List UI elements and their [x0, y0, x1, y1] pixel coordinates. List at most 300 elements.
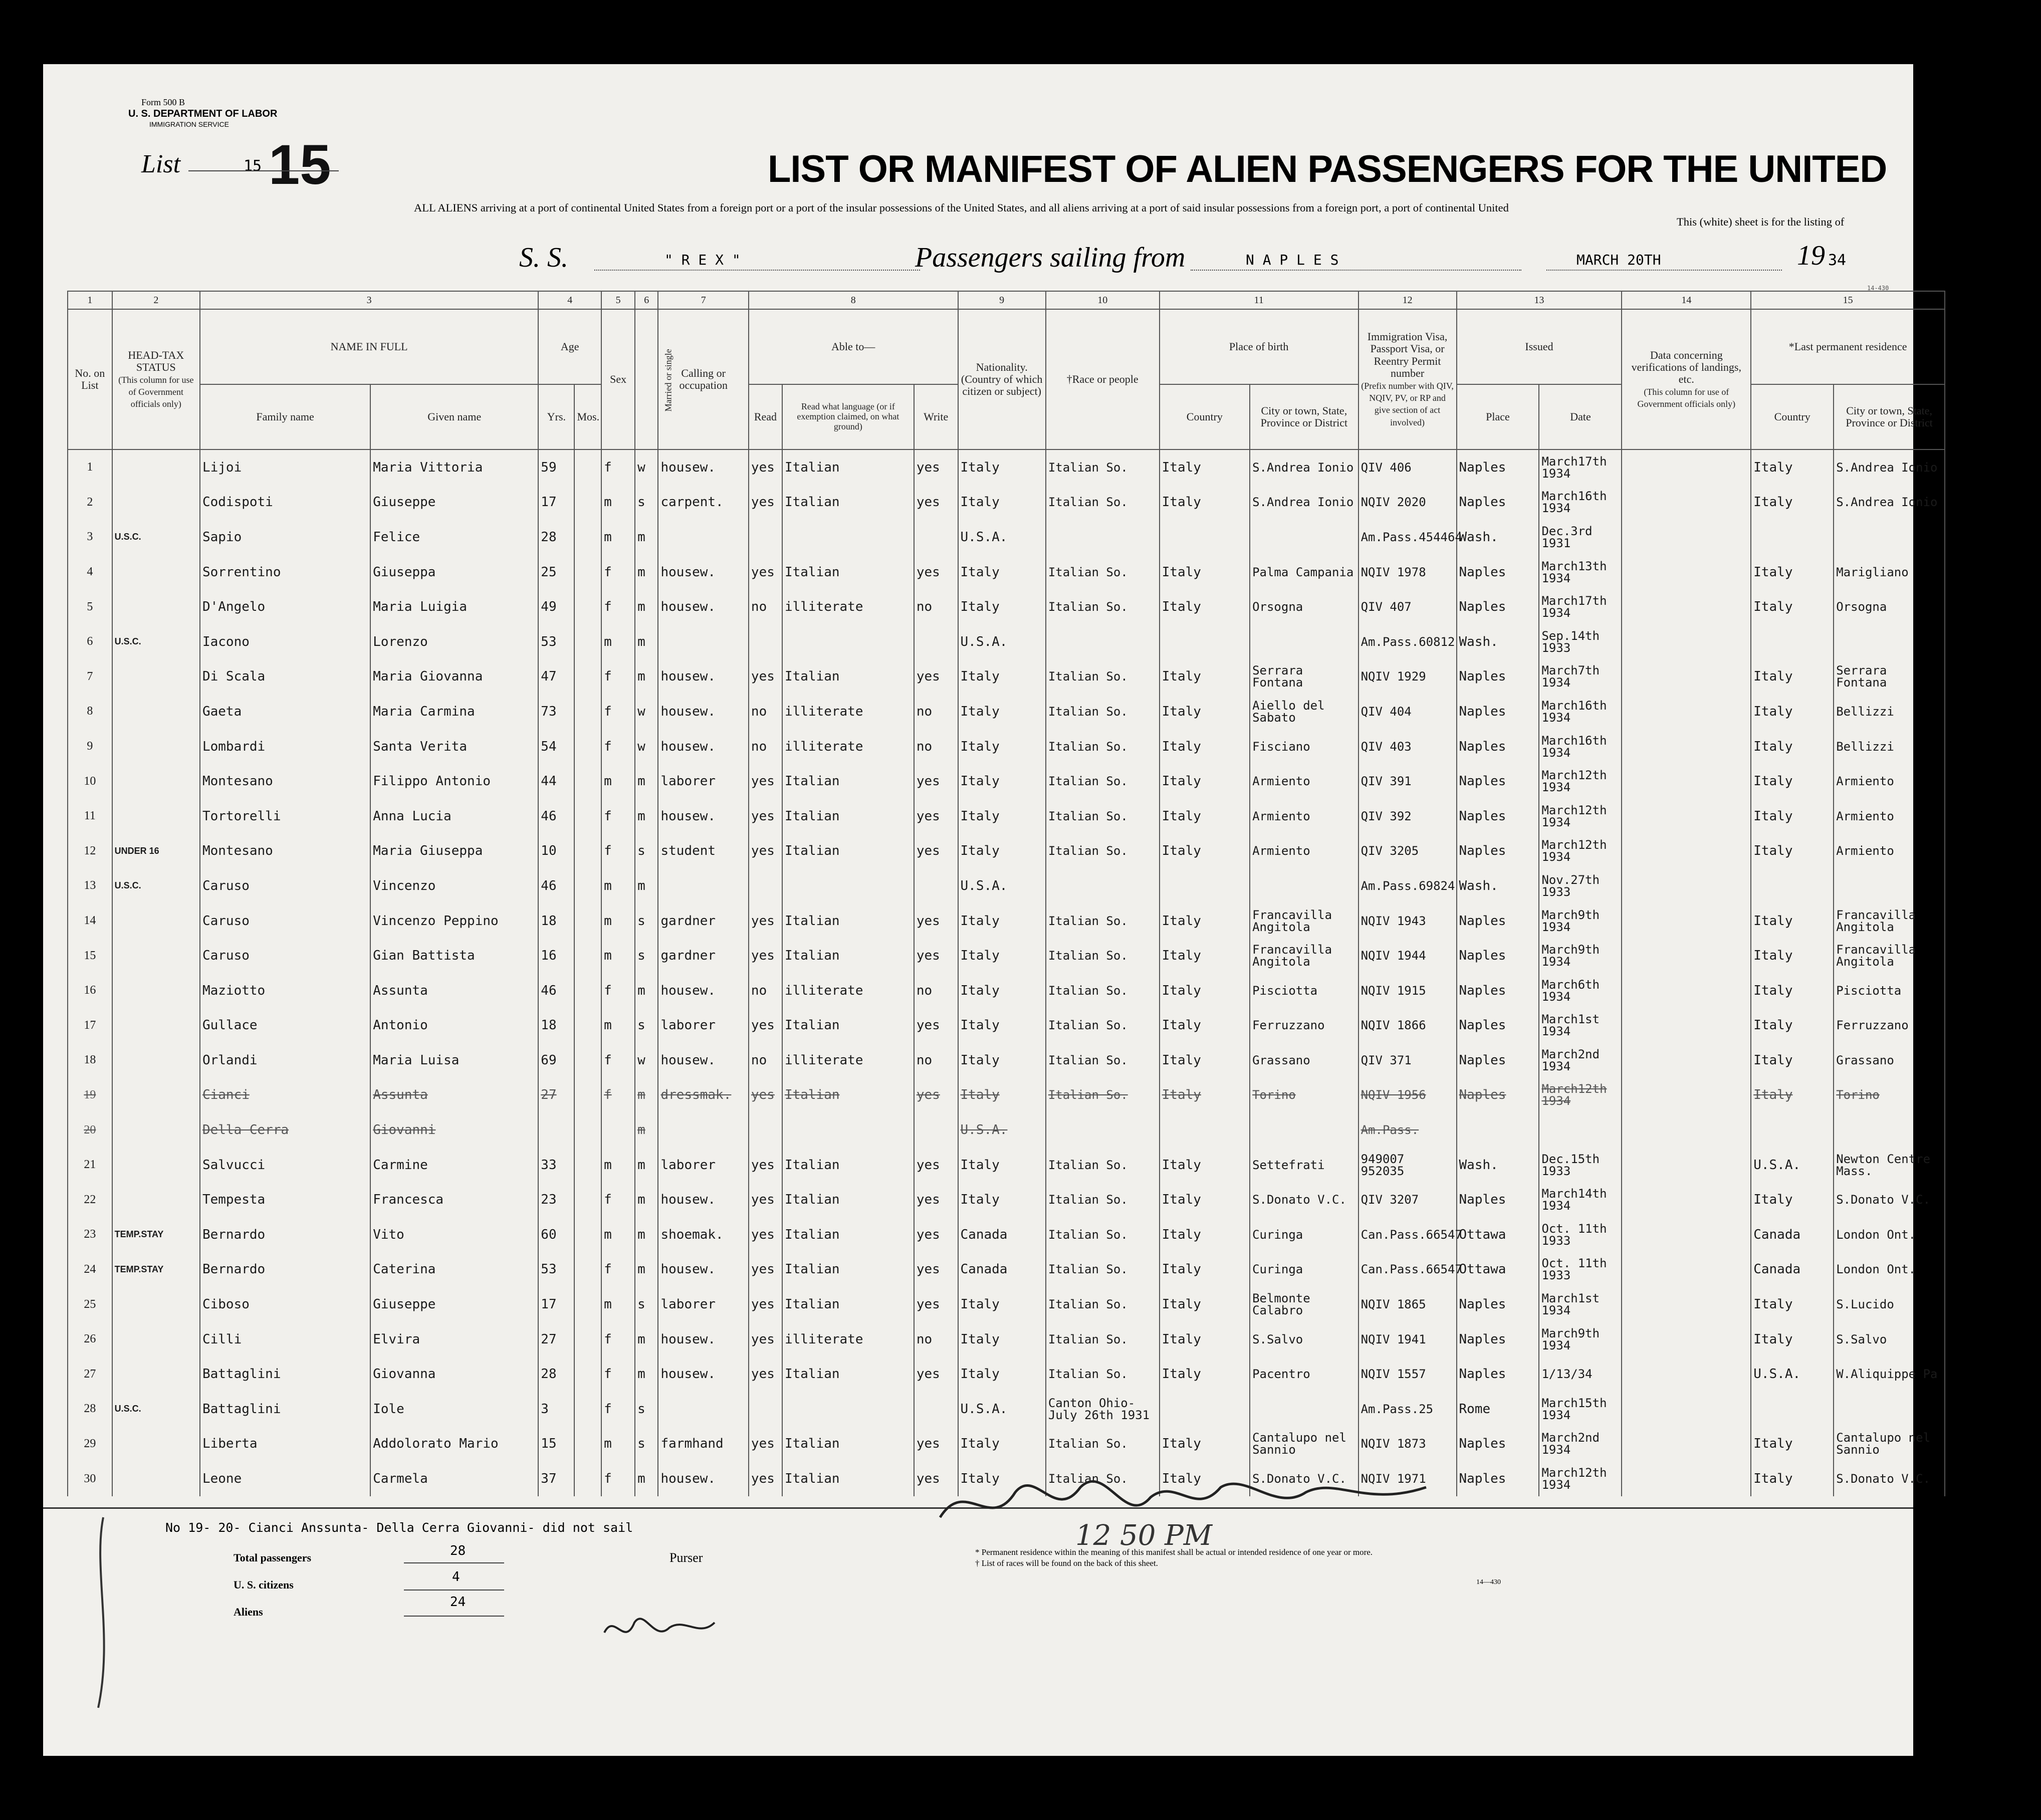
age-years: 16 — [538, 938, 574, 973]
row-number: 30 — [68, 1461, 112, 1496]
birth-city: Armiento — [1250, 834, 1358, 869]
ss-label: S. S. — [519, 242, 568, 273]
issued-place: Naples — [1457, 449, 1539, 485]
visa-number: Can.Pass.66547 — [1358, 1252, 1457, 1287]
visa-number: NQIV 2020 — [1358, 485, 1457, 520]
age-years: 53 — [538, 1252, 574, 1287]
issued-date: March12th 1934 — [1539, 799, 1622, 834]
issued-place: Naples — [1457, 694, 1539, 729]
issued-date: March16th 1934 — [1539, 485, 1622, 520]
row-number: 29 — [68, 1427, 112, 1462]
race: Italian So. — [1046, 1322, 1160, 1357]
can-write: yes — [914, 903, 958, 939]
age-months — [574, 903, 601, 939]
service-label: IMMIGRATION SERVICE — [149, 120, 229, 128]
can-write — [914, 1392, 958, 1427]
landing-data — [1622, 1182, 1751, 1217]
row-number: 18 — [68, 1043, 112, 1078]
visa-number: Am.Pass.454464 — [1358, 520, 1457, 555]
birth-city: S.Donato V.C. — [1250, 1182, 1358, 1217]
sex: m — [601, 1217, 635, 1252]
residence-country: Italy — [1751, 485, 1834, 520]
family-name: Gullace — [200, 1008, 370, 1043]
list-number-typed: 15 — [244, 157, 262, 175]
read-language: illiterate — [782, 1043, 914, 1078]
given-name: Assunta — [370, 973, 538, 1008]
race: Italian So. — [1046, 1043, 1160, 1078]
residence-country: Italy — [1751, 449, 1834, 485]
list-number-stamp: 15 — [269, 133, 331, 196]
issued-place: Naples — [1457, 1322, 1539, 1357]
residence-country: Italy — [1751, 1043, 1834, 1078]
header-data-landings — [1622, 309, 1751, 449]
time-note: 12 50 PM — [1075, 1519, 1213, 1552]
passenger-table — [67, 291, 1945, 1496]
issued-date: March2nd 1934 — [1539, 1427, 1622, 1462]
occupation — [658, 520, 748, 555]
birth-city: Torino — [1250, 1078, 1358, 1113]
given-name: Giuseppa — [370, 555, 538, 590]
given-name: Anna Lucia — [370, 799, 538, 834]
birth-city: S.Andrea Ionio — [1250, 485, 1358, 520]
margin-checkmark — [83, 1507, 173, 1718]
read-language: illiterate — [782, 1322, 914, 1357]
passenger-row — [68, 589, 1945, 624]
passenger-row — [68, 938, 1945, 973]
occupation: housew. — [658, 694, 748, 729]
head-tax-cell — [112, 589, 200, 624]
issued-date: March12th 1934 — [1539, 764, 1622, 799]
punch-hole — [1948, 678, 1971, 702]
issued-place: Naples — [1457, 973, 1539, 1008]
nationality: U.S.A. — [958, 1392, 1046, 1427]
visa-number: NQIV 1873 — [1358, 1427, 1457, 1462]
age-months — [574, 938, 601, 973]
header-write: Write — [914, 384, 958, 449]
row-number: 3 — [68, 520, 112, 555]
birth-city: Palma Campania — [1250, 555, 1358, 590]
age-years: 17 — [538, 1287, 574, 1322]
age-years: 10 — [538, 834, 574, 869]
birth-country: Italy — [1160, 1078, 1250, 1113]
sex: m — [601, 1008, 635, 1043]
nationality: Italy — [958, 485, 1046, 520]
can-read: yes — [749, 1427, 782, 1462]
nationality: Italy — [958, 1287, 1046, 1322]
residence-city: Armiento — [1834, 764, 1945, 799]
occupation: laborer — [658, 1148, 748, 1183]
given-name: Giovanna — [370, 1356, 538, 1392]
can-read: yes — [749, 659, 782, 695]
can-read: no — [749, 729, 782, 764]
birth-city: Aiello del Sabato — [1250, 694, 1358, 729]
issued-place: Naples — [1457, 764, 1539, 799]
residence-country: Italy — [1751, 903, 1834, 939]
sex: f — [601, 1252, 635, 1287]
residence-city: Bellizzi — [1834, 694, 1945, 729]
head-tax-cell — [112, 1078, 200, 1113]
can-write: no — [914, 1322, 958, 1357]
given-name: Vincenzo Peppino — [370, 903, 538, 939]
head-tax-cell — [112, 799, 200, 834]
residence-country: Italy — [1751, 1461, 1834, 1496]
birth-country: Italy — [1160, 799, 1250, 834]
header-birth-city: City or town, State, Province or District — [1250, 384, 1358, 449]
visa-number: Am.Pass.60812 — [1358, 624, 1457, 659]
departure-port: N A P L E S — [1246, 252, 1339, 268]
landing-data — [1622, 1217, 1751, 1252]
given-name: Gian Battista — [370, 938, 538, 973]
race — [1046, 1112, 1160, 1148]
issued-date: March14th 1934 — [1539, 1182, 1622, 1217]
birth-city — [1250, 520, 1358, 555]
passenger-row — [68, 1217, 1945, 1252]
nationality: U.S.A. — [958, 520, 1046, 555]
visa-number: NQIV 1915 — [1358, 973, 1457, 1008]
marital-status: m — [635, 1322, 658, 1357]
marital-status: w — [635, 449, 658, 485]
row-number: 7 — [68, 659, 112, 695]
issued-place: Naples — [1457, 1461, 1539, 1496]
header-head-tax-title: HEAD-TAX STATUS — [128, 348, 184, 373]
sex: f — [601, 1043, 635, 1078]
head-tax-cell — [112, 449, 200, 485]
marital-status: s — [635, 903, 658, 939]
read-language: Italian — [782, 799, 914, 834]
passenger-row — [68, 624, 1945, 659]
race: Italian So. — [1046, 1461, 1160, 1496]
header-last-residence: *Last permanent residence — [1751, 309, 1945, 384]
read-language: Italian — [782, 1287, 914, 1322]
marital-status: m — [635, 624, 658, 659]
landing-data — [1622, 1427, 1751, 1462]
birth-country: Italy — [1160, 1008, 1250, 1043]
family-name: Caruso — [200, 868, 370, 903]
passenger-row — [68, 1322, 1945, 1357]
sailing-label: Passengers sailing from — [915, 242, 1186, 273]
occupation: gardner — [658, 903, 748, 939]
occupation: carpent. — [658, 485, 748, 520]
column-number-row — [68, 291, 1945, 309]
marital-status: m — [635, 799, 658, 834]
given-name: Giuseppe — [370, 1287, 538, 1322]
row-number: 17 — [68, 1008, 112, 1043]
sex: m — [601, 520, 635, 555]
passenger-rows — [68, 449, 1945, 1496]
visa-number: QIV 406 — [1358, 449, 1457, 485]
occupation: laborer — [658, 1287, 748, 1322]
footnote-residence: * Permanent residence within the meaning of this manifest shall be actual or intended residence of one year or more. — [975, 1547, 1373, 1557]
header-birth-country: Country — [1160, 384, 1250, 449]
family-name: Tempesta — [200, 1182, 370, 1217]
total-rule — [404, 1562, 504, 1563]
issued-date: March9th 1934 — [1539, 903, 1622, 939]
family-name: Sorrentino — [200, 555, 370, 590]
read-language — [782, 1392, 914, 1427]
purser-label: Purser — [669, 1550, 703, 1565]
row-number: 25 — [68, 1287, 112, 1322]
age-years: 27 — [538, 1322, 574, 1357]
residence-city: Orsogna — [1834, 589, 1945, 624]
issued-date: March17th 1934 — [1539, 589, 1622, 624]
can-read: no — [749, 694, 782, 729]
given-name: Francesca — [370, 1182, 538, 1217]
residence-city: Francavilla Angitola — [1834, 938, 1945, 973]
given-name: Carmela — [370, 1461, 538, 1496]
residence-city: Newton Centre Mass. — [1834, 1148, 1945, 1183]
passenger-row — [68, 1182, 1945, 1217]
residence-country — [1751, 1112, 1834, 1148]
can-read: yes — [749, 1217, 782, 1252]
visa-number: NQIV 1956 — [1358, 1078, 1457, 1113]
landing-data — [1622, 589, 1751, 624]
birth-city: Serrara Fontana — [1250, 659, 1358, 695]
nationality: Canada — [958, 1252, 1046, 1287]
occupation — [658, 624, 748, 659]
residence-city: Marigliano — [1834, 555, 1945, 590]
row-number: 28 — [68, 1392, 112, 1427]
occupation: gardner — [658, 938, 748, 973]
given-name: Filippo Antonio — [370, 764, 538, 799]
age-months — [574, 1287, 601, 1322]
occupation — [658, 1392, 748, 1427]
sex: f — [601, 1392, 635, 1427]
port-underline — [1191, 270, 1521, 271]
marital-status: m — [635, 1148, 658, 1183]
header-visa — [1358, 309, 1457, 449]
residence-country — [1751, 868, 1834, 903]
age-years: 3 — [538, 1392, 574, 1427]
birth-city: Pisciotta — [1250, 973, 1358, 1008]
occupation: laborer — [658, 1008, 748, 1043]
nationality: Italy — [958, 903, 1046, 939]
stray-note: 14-430 — [1867, 285, 1889, 292]
age-months — [574, 520, 601, 555]
punch-hole — [1948, 343, 1971, 366]
issued-place: Naples — [1457, 1356, 1539, 1392]
age-years: 53 — [538, 624, 574, 659]
read-language: Italian — [782, 1252, 914, 1287]
marital-status: m — [635, 1078, 658, 1113]
punch-hole — [1948, 1380, 1971, 1403]
occupation: housew. — [658, 1356, 748, 1392]
head-tax-cell: TEMP.STAY — [112, 1252, 200, 1287]
col-num-15: 15 — [1751, 291, 1945, 309]
landing-data — [1622, 799, 1751, 834]
can-read: yes — [749, 764, 782, 799]
residence-country: U.S.A. — [1751, 1148, 1834, 1183]
age-months — [574, 868, 601, 903]
can-read: yes — [749, 449, 782, 485]
residence-country: Italy — [1751, 1287, 1834, 1322]
read-language: illiterate — [782, 694, 914, 729]
marital-status: w — [635, 694, 658, 729]
row-number: 1 — [68, 449, 112, 485]
issued-place: Rome — [1457, 1392, 1539, 1427]
race: Italian So. — [1046, 555, 1160, 590]
family-name: Iacono — [200, 624, 370, 659]
sex: m — [601, 938, 635, 973]
passenger-row — [68, 520, 1945, 555]
read-language: Italian — [782, 903, 914, 939]
citizens-value: 4 — [452, 1569, 460, 1584]
can-write: yes — [914, 485, 958, 520]
race — [1046, 624, 1160, 659]
residence-city: Armiento — [1834, 799, 1945, 834]
issued-date: Nov.27th 1933 — [1539, 868, 1622, 903]
footnote-races: † List of races will be found on the back of this sheet. — [975, 1558, 1158, 1568]
can-write: yes — [914, 659, 958, 695]
can-read — [749, 520, 782, 555]
issued-date: March12th 1934 — [1539, 1078, 1622, 1113]
head-tax-cell — [112, 694, 200, 729]
head-tax-cell: UNDER 16 — [112, 834, 200, 869]
footer-note: No 19- 20- Cianci Anssunta- Della Cerra Giovanni- did not sail — [165, 1520, 633, 1535]
passenger-row — [68, 1392, 1945, 1427]
can-read: yes — [749, 1322, 782, 1357]
sex: f — [601, 1322, 635, 1357]
nationality: Italy — [958, 1148, 1046, 1183]
col-num-11: 11 — [1160, 291, 1358, 309]
visa-number: Am.Pass.25 — [1358, 1392, 1457, 1427]
age-years: 49 — [538, 589, 574, 624]
age-years: 44 — [538, 764, 574, 799]
ship-name: " R E X " — [664, 252, 741, 268]
manifest-sheet — [43, 64, 1938, 1756]
nationality: Italy — [958, 659, 1046, 695]
manifest-subtitle-2: This (white) sheet is for the listing of — [1677, 215, 1845, 228]
issued-date: March2nd 1934 — [1539, 1043, 1622, 1078]
landing-data — [1622, 694, 1751, 729]
header-place-of-birth: Place of birth — [1160, 309, 1358, 384]
race: Italian So. — [1046, 1148, 1160, 1183]
race: Italian So. — [1046, 1427, 1160, 1462]
row-number: 15 — [68, 938, 112, 973]
header-family-name: Family name — [200, 384, 370, 449]
header-no-on-list: No. on List — [68, 309, 112, 449]
passenger-row — [68, 903, 1945, 939]
residence-city — [1834, 624, 1945, 659]
header-visa-title: Immigration Visa, Passport Visa, or Reentry Permit number — [1367, 330, 1448, 379]
landing-data — [1622, 485, 1751, 520]
issued-place: Wash. — [1457, 520, 1539, 555]
can-write: yes — [914, 1461, 958, 1496]
residence-country — [1751, 520, 1834, 555]
can-write: yes — [914, 1182, 958, 1217]
issued-date: Oct. 11th 1933 — [1539, 1217, 1622, 1252]
header-issued-date: Date — [1539, 384, 1622, 449]
given-name: Antonio — [370, 1008, 538, 1043]
residence-city — [1834, 520, 1945, 555]
birth-country: Italy — [1160, 1322, 1250, 1357]
family-name: Della Cerra — [200, 1112, 370, 1148]
family-name: Cilli — [200, 1322, 370, 1357]
col-num-5: 5 — [601, 291, 635, 309]
can-read: yes — [749, 555, 782, 590]
header-issued-place: Place — [1457, 384, 1539, 449]
age-years: 73 — [538, 694, 574, 729]
residence-country: Italy — [1751, 729, 1834, 764]
read-language: Italian — [782, 834, 914, 869]
can-read — [749, 868, 782, 903]
can-write — [914, 520, 958, 555]
birth-country: Italy — [1160, 1252, 1250, 1287]
nationality: Italy — [958, 764, 1046, 799]
residence-city: Cantalupo nel Sannio — [1834, 1427, 1945, 1462]
residence-city: S.Donato V.C. — [1834, 1461, 1945, 1496]
residence-country: Canada — [1751, 1217, 1834, 1252]
head-tax-cell — [112, 1322, 200, 1357]
residence-country: Italy — [1751, 1427, 1834, 1462]
race: Italian So. — [1046, 589, 1160, 624]
marital-status: m — [635, 973, 658, 1008]
sex: f — [601, 589, 635, 624]
column-header-row-1 — [68, 309, 1945, 384]
residence-country: Italy — [1751, 1078, 1834, 1113]
given-name: Maria Luisa — [370, 1043, 538, 1078]
header-given-name: Given name — [370, 384, 538, 449]
head-tax-cell — [112, 1182, 200, 1217]
race: Italian So. — [1046, 834, 1160, 869]
passenger-row — [68, 764, 1945, 799]
nationality: Italy — [958, 1427, 1046, 1462]
header-head-tax-note: (This column for use of Government officials only) — [118, 374, 194, 409]
occupation: housew. — [658, 1252, 748, 1287]
head-tax-cell — [112, 1008, 200, 1043]
head-tax-cell — [112, 1112, 200, 1148]
row-number: 27 — [68, 1356, 112, 1392]
occupation: housew. — [658, 555, 748, 590]
landing-data — [1622, 1392, 1751, 1427]
birth-city: Pacentro — [1250, 1356, 1358, 1392]
age-months — [574, 1427, 601, 1462]
birth-country: Italy — [1160, 903, 1250, 939]
residence-country: Italy — [1751, 589, 1834, 624]
can-read — [749, 624, 782, 659]
row-number: 5 — [68, 589, 112, 624]
header-able-to: Able to— — [749, 309, 958, 384]
ship-underline — [594, 270, 920, 271]
list-underline — [188, 170, 339, 171]
family-name: Codispoti — [200, 485, 370, 520]
birth-country: Italy — [1160, 1182, 1250, 1217]
year-prefix: 19 — [1797, 240, 1825, 271]
visa-number: NQIV 1557 — [1358, 1356, 1457, 1392]
birth-city — [1250, 1112, 1358, 1148]
read-language: Italian — [782, 1182, 914, 1217]
issued-place: Naples — [1457, 1427, 1539, 1462]
given-name: Maria Giuseppa — [370, 834, 538, 869]
row-number: 14 — [68, 903, 112, 939]
residence-city: S.Lucido — [1834, 1287, 1945, 1322]
visa-number: QIV 371 — [1358, 1043, 1457, 1078]
race: Canton Ohio-July 26th 1931 — [1046, 1392, 1160, 1427]
visa-number: QIV 391 — [1358, 764, 1457, 799]
passenger-row — [68, 1148, 1945, 1183]
issued-place: Naples — [1457, 659, 1539, 695]
landing-data — [1622, 1112, 1751, 1148]
marital-status: m — [635, 1217, 658, 1252]
given-name: Maria Luigia — [370, 589, 538, 624]
head-tax-cell — [112, 1461, 200, 1496]
can-read: no — [749, 1043, 782, 1078]
read-language: Italian — [782, 1427, 914, 1462]
race: Italian So. — [1046, 1217, 1160, 1252]
can-write: yes — [914, 555, 958, 590]
header-visa-note: (Prefix number with QIV, NQIV, PV, or RP and give section of act involved) — [1361, 381, 1454, 427]
col-num-9: 9 — [958, 291, 1046, 309]
read-language — [782, 1112, 914, 1148]
